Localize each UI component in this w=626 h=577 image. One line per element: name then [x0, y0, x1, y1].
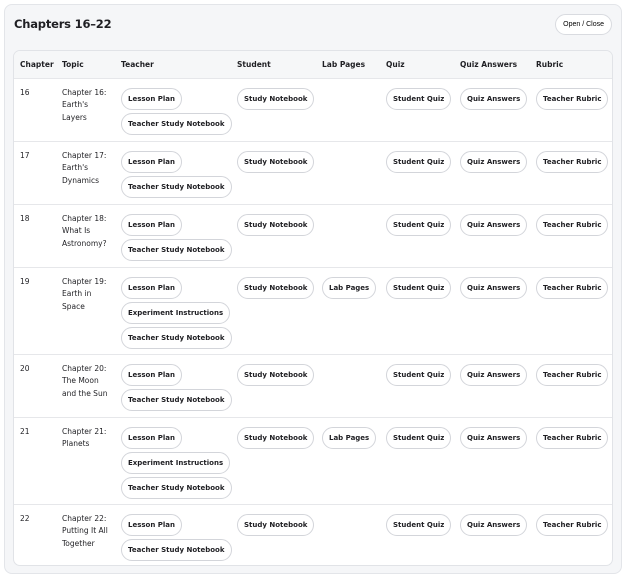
lab-resource-button[interactable]: Lab Pages — [322, 277, 376, 299]
column-header: Teacher — [115, 51, 231, 78]
resources-table-card — [13, 50, 613, 566]
quiz-cell — [380, 417, 454, 504]
lab-cell — [316, 78, 380, 141]
chapter-topic: Chapter 17: Earth's Dynamics — [56, 141, 115, 204]
teacher-cell — [115, 267, 231, 354]
table-row — [14, 141, 613, 204]
chapter-topic: Chapter 16: Earth's Layers — [56, 78, 115, 141]
column-header: Quiz Answers — [454, 51, 530, 78]
teacher-resource-button[interactable]: Lesson Plan — [121, 427, 182, 449]
teacher-cell — [115, 354, 231, 417]
rubric-cell — [530, 267, 613, 354]
teacher-resource-button[interactable]: Teacher Study Notebook — [121, 239, 232, 261]
answers-resource-button[interactable]: Quiz Answers — [460, 88, 527, 110]
teacher-resource-button[interactable]: Experiment Instructions — [121, 452, 230, 474]
student-cell — [231, 267, 316, 354]
quiz-resource-button[interactable]: Student Quiz — [386, 277, 451, 299]
student-cell — [231, 141, 316, 204]
teacher-cell — [115, 504, 231, 566]
rubric-resource-button[interactable]: Teacher Rubric — [536, 427, 608, 449]
chapter-number: 17 — [14, 141, 56, 204]
lab-cell — [316, 417, 380, 504]
teacher-resource-button[interactable]: Lesson Plan — [121, 364, 182, 386]
teacher-resource-button[interactable]: Experiment Instructions — [121, 302, 230, 324]
rubric-cell — [530, 141, 613, 204]
rubric-cell — [530, 354, 613, 417]
chapter-topic: Chapter 21: Planets — [56, 417, 115, 504]
rubric-cell — [530, 417, 613, 504]
rubric-resource-button[interactable]: Teacher Rubric — [536, 214, 608, 236]
chapter-number: 22 — [20, 513, 30, 523]
teacher-resource-button[interactable]: Teacher Study Notebook — [121, 389, 232, 411]
quiz-cell — [380, 504, 454, 566]
rubric-resource-button[interactable]: Teacher Rubric — [536, 88, 608, 110]
column-header: Rubric — [530, 51, 613, 78]
answers-cell — [454, 204, 530, 267]
teacher-cell — [115, 78, 231, 141]
chapter-number: 21 — [14, 417, 56, 504]
quiz-resource-button[interactable]: Student Quiz — [386, 427, 451, 449]
answers-cell — [454, 267, 530, 354]
column-header: Topic — [56, 51, 115, 78]
teacher-resource-button[interactable]: Teacher Study Notebook — [121, 113, 232, 135]
teacher-resource-button[interactable]: Lesson Plan — [121, 277, 182, 299]
answers-cell — [454, 141, 530, 204]
answers-cell — [454, 417, 530, 504]
teacher-resource-button[interactable]: Teacher Study Notebook — [121, 477, 232, 499]
student-resource-button[interactable]: Study Notebook — [237, 214, 314, 236]
chapter-topic: Chapter 20: The Moon and the Sun — [56, 354, 115, 417]
answers-resource-button[interactable]: Quiz Answers — [460, 214, 527, 236]
teacher-cell — [115, 141, 231, 204]
chapter-number: 20 — [14, 354, 56, 417]
student-resource-button[interactable]: Study Notebook — [237, 151, 314, 173]
column-header: Student — [231, 51, 316, 78]
chapter-number: 18 — [14, 204, 56, 267]
answers-resource-button[interactable]: Quiz Answers — [460, 427, 527, 449]
rubric-cell — [530, 204, 613, 267]
quiz-resource-button[interactable]: Student Quiz — [386, 214, 451, 236]
quiz-resource-button[interactable]: Student Quiz — [386, 88, 451, 110]
table-row — [14, 354, 613, 417]
table-row — [14, 78, 613, 141]
student-resource-button[interactable]: Study Notebook — [237, 88, 314, 110]
rubric-resource-button[interactable]: Teacher Rubric — [536, 277, 608, 299]
lab-resource-button[interactable]: Lab Pages — [322, 427, 376, 449]
quiz-resource-button[interactable]: Student Quiz — [386, 364, 451, 386]
teacher-resource-button[interactable]: Teacher Study Notebook — [121, 176, 232, 198]
teacher-cell — [115, 204, 231, 267]
rubric-cell — [530, 504, 613, 566]
answers-resource-button[interactable]: Quiz Answers — [460, 514, 527, 536]
quiz-cell — [380, 267, 454, 354]
answers-cell — [454, 354, 530, 417]
teacher-resource-button[interactable]: Lesson Plan — [121, 151, 182, 173]
answers-resource-button[interactable]: Quiz Answers — [460, 151, 527, 173]
open-close-button[interactable]: Open / Close — [555, 14, 612, 35]
student-cell — [231, 417, 316, 504]
table-row — [14, 204, 613, 267]
column-header: Lab Pages — [316, 51, 380, 78]
rubric-cell — [530, 78, 613, 141]
table-row — [14, 504, 613, 566]
quiz-resource-button[interactable]: Student Quiz — [386, 151, 451, 173]
chapter-number: 19 — [14, 267, 56, 354]
chapter-topic: Chapter 22: Putting It All Together — [62, 513, 108, 548]
answers-resource-button[interactable]: Quiz Answers — [460, 364, 527, 386]
lab-cell — [316, 504, 380, 566]
chapters-panel — [4, 4, 622, 574]
rubric-resource-button[interactable]: Teacher Rubric — [536, 514, 608, 536]
chapter-number: 16 — [14, 78, 56, 141]
quiz-cell — [380, 78, 454, 141]
teacher-resource-button[interactable]: Teacher Study Notebook — [121, 539, 232, 561]
quiz-cell — [380, 141, 454, 204]
student-cell — [231, 354, 316, 417]
quiz-cell — [380, 354, 454, 417]
lab-cell — [316, 141, 380, 204]
student-cell — [231, 504, 316, 566]
table-row — [14, 267, 613, 354]
student-resource-button[interactable]: Study Notebook — [237, 364, 314, 386]
quiz-cell — [380, 204, 454, 267]
answers-cell — [454, 78, 530, 141]
teacher-cell — [115, 417, 231, 504]
student-cell — [231, 204, 316, 267]
lab-cell — [316, 204, 380, 267]
panel-title: Chapters 16–22 — [14, 17, 112, 31]
student-cell — [231, 78, 316, 141]
lab-cell — [316, 267, 380, 354]
student-resource-button[interactable]: Study Notebook — [237, 277, 314, 299]
answers-cell — [454, 504, 530, 566]
quiz-resource-button[interactable]: Student Quiz — [386, 514, 451, 536]
column-header: Chapter — [14, 51, 56, 78]
chapter-topic: Chapter 18: What Is Astronomy? — [56, 204, 115, 267]
teacher-resource-button[interactable]: Lesson Plan — [121, 88, 182, 110]
teacher-resource-button[interactable]: Lesson Plan — [121, 214, 182, 236]
teacher-resource-button[interactable]: Teacher Study Notebook — [121, 327, 232, 349]
answers-resource-button[interactable]: Quiz Answers — [460, 277, 527, 299]
rubric-resource-button[interactable]: Teacher Rubric — [536, 364, 608, 386]
table-header-row — [14, 51, 613, 78]
column-header: Quiz — [380, 51, 454, 78]
rubric-resource-button[interactable]: Teacher Rubric — [536, 151, 608, 173]
teacher-resource-button[interactable]: Lesson Plan — [121, 514, 182, 536]
student-resource-button[interactable]: Study Notebook — [237, 427, 314, 449]
student-resource-button[interactable]: Study Notebook — [237, 514, 314, 536]
table-row — [14, 417, 613, 504]
lab-cell — [316, 354, 380, 417]
resources-table — [14, 51, 613, 566]
chapter-topic: Chapter 19: Earth in Space — [56, 267, 115, 354]
